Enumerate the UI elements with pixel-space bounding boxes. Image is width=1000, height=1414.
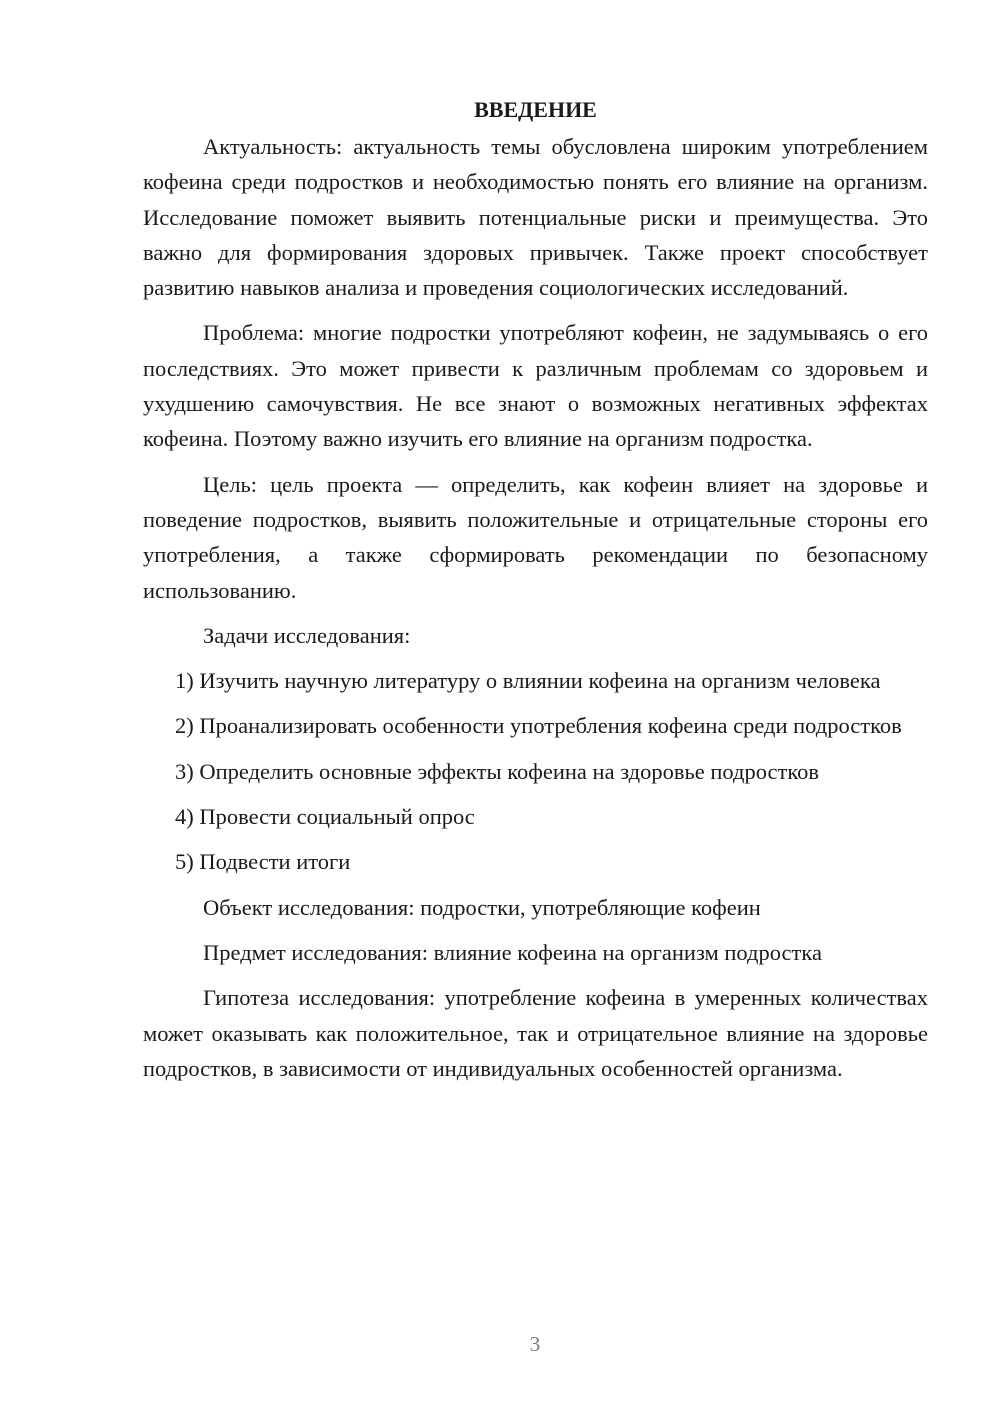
document-page — [143, 92, 928, 1096]
tasks-list — [143, 663, 928, 879]
list-item: 5) Подвести итоги — [175, 849, 351, 875]
list-item: 3) Определить основные эффекты кофеина на здоровье подростков — [175, 758, 820, 784]
page-number: 3 — [529, 1332, 541, 1356]
goal-paragraph: Цель: цель проекта — определить, как кофеин влияет на здоровье и поведение подростков, выявить положительные и отрицательные стороны его употребления, а также сформировать рекомендации по безопасному использованию. — [143, 471, 928, 603]
list-item: 2) Проанализировать особенности употребления кофеина среди подростков — [175, 713, 902, 739]
relevance-paragraph: Актуальность: актуальность темы обусловлена широким употреблением кофеина среди подростков и необходимостью понять его влияние на организм. Исследование поможет выявить потенциальные риски и преимущества. Это важно для формирования здоровых привычек. Также проект способствует развитию навыков анализа и проведения социологических исследований. — [143, 134, 928, 301]
object-paragraph: Объект исследования: подростки, употребляющие кофеин — [203, 894, 761, 920]
list-item: 4) Провести социальный опрос — [175, 804, 475, 830]
section-title: ВВЕДЕНИЕ — [474, 97, 597, 122]
tasks-heading: Задачи исследования: — [203, 622, 411, 648]
problem-paragraph: Проблема: многие подростки употребляют кофеин, не задумываясь о его последствиях. Это может привести к различным проблемам со здоровьем и ухудшению самочувствия. Не все знают о возможных негативных эффектах кофеина. Поэтому важно изучить его влияние на организм подростка. — [143, 320, 928, 452]
subject-paragraph: Предмет исследования: влияние кофеина на организм подростка — [203, 939, 822, 965]
hypothesis-paragraph: Гипотеза исследования: употребление кофеина в умеренных количествах может оказывать как положительное, так и отрицательное влияние на здоровье подростков, в зависимости от индивидуальных особенностей организма. — [143, 985, 928, 1081]
list-item: 1) Изучить научную литературу о влиянии кофеина на организм человека — [175, 668, 881, 694]
